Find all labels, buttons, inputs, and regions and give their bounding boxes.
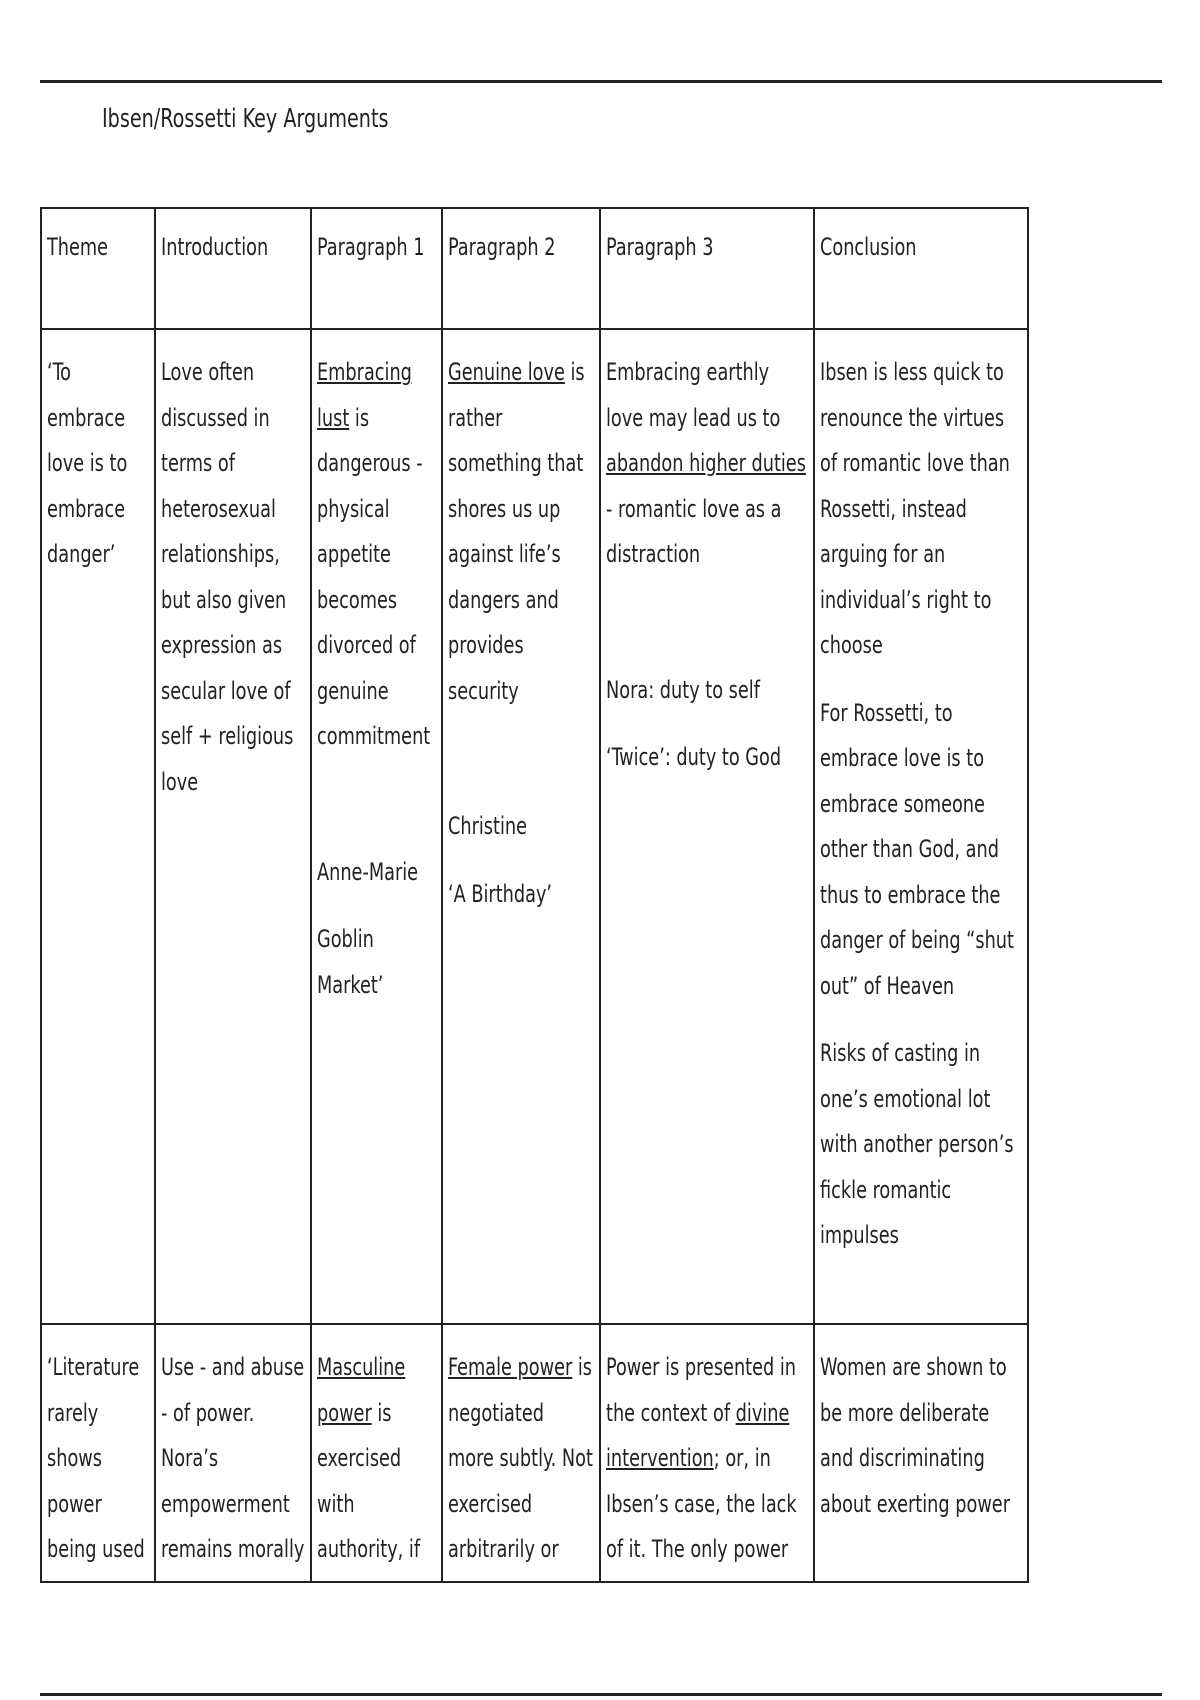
key-term: Female power bbox=[448, 1353, 573, 1381]
conclusion-cell bbox=[814, 1324, 1028, 1582]
top-rule bbox=[40, 80, 1162, 83]
theme-cell bbox=[41, 1324, 155, 1582]
example-text: ‘Twice’: duty to God bbox=[606, 743, 782, 771]
paragraph2-cell: Female power is negotiated more subtly. Not exercised arbitrarily or bbox=[442, 1324, 600, 1582]
paragraph1-cell: Embracing lust is dangerous - physical appetite becomes divorced of genuine commitment Anne-Marie Goblin Market’ bbox=[311, 329, 442, 1324]
key-term: Embracing lust bbox=[317, 358, 412, 432]
header-cell: Paragraph 2 bbox=[442, 208, 600, 329]
arguments-table bbox=[40, 207, 1029, 1583]
table-header-row bbox=[41, 208, 1028, 329]
paragraph3-cell: Power is presented in the context of divine intervention; or, in Ibsen’s case, the lack of it. The only power bbox=[600, 1324, 814, 1582]
conclusion-text: For Rossetti, to embrace love is to embrace someone other than God, and thus to embrace the danger of being “shut out” of Heaven bbox=[820, 698, 1014, 1000]
introduction-text: Use - and abuse - of power. Nora’s empowerment remains morally bbox=[161, 1353, 305, 1563]
header-cell: Introduction bbox=[155, 208, 311, 329]
paragraph2-cell: Genuine love is rather something that shores us up against life’s dangers and provides security Christine ‘A Birthday’ bbox=[442, 329, 600, 1324]
header-cell: Conclusion bbox=[814, 208, 1028, 329]
example-text: Goblin Market’ bbox=[317, 925, 384, 999]
key-term: Masculine power bbox=[317, 1353, 406, 1427]
example-text: Christine bbox=[448, 812, 527, 840]
theme-text: ‘To embrace love is to embrace danger’ bbox=[47, 358, 128, 568]
key-term: Genuine love bbox=[448, 358, 565, 386]
document-title: Ibsen/Rossetti Key Arguments bbox=[102, 104, 389, 134]
paragraph1-cell: Masculine power is exercised with authority, if bbox=[311, 1324, 442, 1582]
example-text: Nora: duty to self bbox=[606, 675, 760, 704]
table-row bbox=[41, 1324, 1028, 1582]
header-cell: Paragraph 3 bbox=[600, 208, 814, 329]
key-term: divine intervention bbox=[606, 1398, 790, 1472]
introduction-text: Love often discussed in terms of heterosexual relationships, but also given expression as secular love of self + religious love bbox=[161, 358, 294, 796]
example-text: Anne-Marie bbox=[317, 857, 419, 886]
conclusion-text: Women are shown to be more deliberate and discriminating about exerting power bbox=[820, 1353, 1010, 1518]
header-cell: Paragraph 1 bbox=[311, 208, 442, 329]
header-cell: Theme bbox=[41, 208, 155, 329]
key-term: abandon higher duties bbox=[606, 449, 806, 477]
theme-text: ‘Literature rarely shows power being used bbox=[47, 1353, 145, 1563]
conclusion-cell bbox=[814, 329, 1028, 1324]
table-row bbox=[41, 329, 1028, 1324]
introduction-cell bbox=[155, 329, 311, 1324]
conclusion-text: Risks of casting in one’s emotional lot with another person’s fickle romantic impulses bbox=[820, 1039, 1014, 1249]
theme-cell bbox=[41, 329, 155, 1324]
conclusion-text: Ibsen is less quick to renounce the virtues of romantic love than Rossetti, instead arguing for an individual’s right to choose bbox=[820, 358, 1010, 659]
example-text: ‘A Birthday’ bbox=[448, 879, 553, 908]
paragraph3-cell: Embracing earthly love may lead us to abandon higher duties - romantic love as a distraction Nora: duty to self ‘Twice’: duty to God bbox=[600, 329, 814, 1324]
bottom-rule bbox=[40, 1693, 1162, 1696]
introduction-cell bbox=[155, 1324, 311, 1582]
